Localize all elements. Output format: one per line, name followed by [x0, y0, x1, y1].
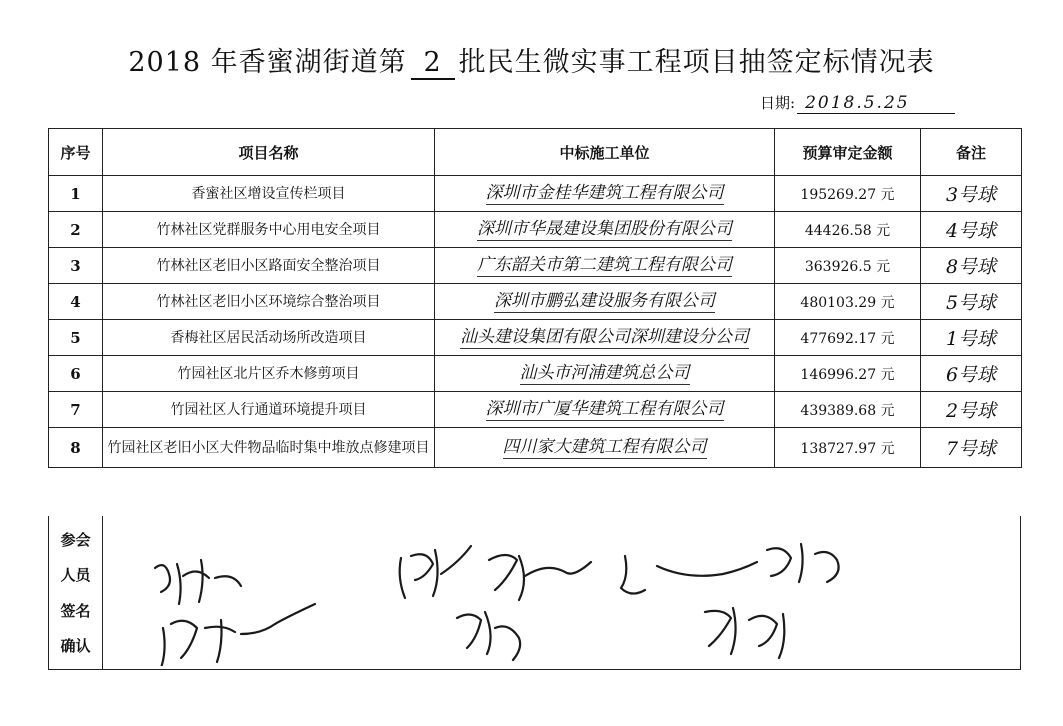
contractor-handwriting: 广东韶关市第二建筑工程有限公司	[477, 255, 732, 275]
title-suffix: 批民生微实事工程项目抽签定标情况表	[458, 47, 935, 78]
contractor-handwriting: 汕头市河浦建筑总公司	[519, 363, 690, 383]
signature-2	[161, 604, 315, 666]
contractor-cell	[435, 176, 775, 212]
contractor-handwriting: 四川家大建筑工程有限公司	[502, 437, 707, 457]
contractor-cell	[435, 284, 775, 320]
lot-number-cell: 8号球	[921, 248, 1022, 284]
contractor-handwriting: 深圳市金桂华建筑工程有限公司	[485, 183, 724, 203]
project-name-cell: 竹园社区北片区乔木修剪项目	[103, 356, 435, 392]
seq-cell: 7	[49, 392, 103, 428]
document-title	[0, 40, 1063, 80]
table-header-row	[49, 129, 1022, 176]
contractor-cell	[435, 320, 775, 356]
attendee-signature-section	[48, 516, 1021, 670]
signature-3	[400, 546, 471, 598]
attendee-label-line: 签名	[60, 601, 91, 620]
seq-cell: 6	[49, 356, 103, 392]
contractor-handwriting: 深圳市广厦华建筑工程有限公司	[485, 399, 724, 419]
project-name-cell: 竹园社区人行通道环境提升项目	[103, 392, 435, 428]
signature-8	[705, 608, 784, 658]
seq-cell: 2	[49, 212, 103, 248]
handwritten-signatures	[105, 516, 1021, 666]
table-row	[49, 284, 1022, 320]
lot-number-cell: 1号球	[921, 320, 1022, 356]
signature-6	[767, 544, 839, 582]
table-row	[49, 356, 1022, 392]
seq-cell: 5	[49, 320, 103, 356]
project-name-cell: 香蜜社区增设宣传栏项目	[103, 176, 435, 212]
table-row	[49, 212, 1022, 248]
seq-cell: 8	[49, 428, 103, 468]
project-name-cell: 香梅社区居民活动场所改造项目	[103, 320, 435, 356]
budget-amount-cell: 477692.17 元	[775, 320, 921, 356]
batch-number: 2	[411, 48, 455, 80]
contractor-handwriting: 深圳市华晟建设集团股份有限公司	[477, 219, 732, 239]
seq-cell: 4	[49, 284, 103, 320]
header-seq: 序号	[49, 129, 103, 176]
budget-amount-cell: 439389.68 元	[775, 392, 921, 428]
project-name-cell: 竹园社区老旧小区大件物品临时集中堆放点修建项目	[103, 428, 435, 468]
budget-amount-cell: 44426.58 元	[775, 212, 921, 248]
lot-number-cell: 4号球	[921, 212, 1022, 248]
budget-amount-cell: 146996.27 元	[775, 356, 921, 392]
table-row	[49, 176, 1022, 212]
bid-result-table	[48, 128, 1022, 468]
lot-number-cell: 6号球	[921, 356, 1022, 392]
header-contractor: 中标施工单位	[435, 129, 775, 176]
lot-number-cell: 2号球	[921, 392, 1022, 428]
contractor-cell	[435, 356, 775, 392]
date-line	[760, 92, 955, 114]
attendee-label	[49, 516, 103, 669]
table-row	[49, 248, 1022, 284]
attendee-label-line: 参会	[60, 531, 91, 550]
header-note: 备注	[921, 129, 1022, 176]
contractor-handwriting: 深圳市鹏弘建设服务有限公司	[494, 291, 715, 311]
budget-amount-cell: 195269.27 元	[775, 176, 921, 212]
title-prefix: 2018 年香蜜湖街道第	[128, 47, 407, 78]
lot-number-cell: 3号球	[921, 176, 1022, 212]
lot-number-cell: 7号球	[921, 428, 1022, 468]
contractor-handwriting: 汕头建设集团有限公司深圳建设分公司	[460, 327, 749, 347]
contractor-cell	[435, 392, 775, 428]
table-row	[49, 392, 1022, 428]
budget-amount-cell: 480103.29 元	[775, 284, 921, 320]
lot-number-cell: 5号球	[921, 284, 1022, 320]
signature-1	[155, 560, 241, 604]
signature-4	[489, 555, 591, 600]
budget-amount-cell: 363926.5 元	[775, 248, 921, 284]
project-name-cell: 竹林社区老旧小区环境综合整治项目	[103, 284, 435, 320]
contractor-cell	[435, 428, 775, 468]
project-name-cell: 竹林社区老旧小区路面安全整治项目	[103, 248, 435, 284]
header-amount: 预算审定金额	[775, 129, 921, 176]
budget-amount-cell: 138727.97 元	[775, 428, 921, 468]
signature-7	[457, 612, 520, 660]
contractor-cell	[435, 212, 775, 248]
signature-5	[621, 556, 757, 594]
seq-cell: 1	[49, 176, 103, 212]
date-label: 日期:	[760, 94, 796, 112]
project-name-cell: 竹林社区党群服务中心用电安全项目	[103, 212, 435, 248]
header-project: 项目名称	[103, 129, 435, 176]
attendee-label-line: 确认	[60, 636, 91, 655]
table-row	[49, 320, 1022, 356]
attendee-label-line: 人员	[60, 566, 91, 585]
seq-cell: 3	[49, 248, 103, 284]
table-row	[49, 428, 1022, 468]
contractor-cell	[435, 248, 775, 284]
date-value: 2018.5.25	[797, 93, 955, 114]
